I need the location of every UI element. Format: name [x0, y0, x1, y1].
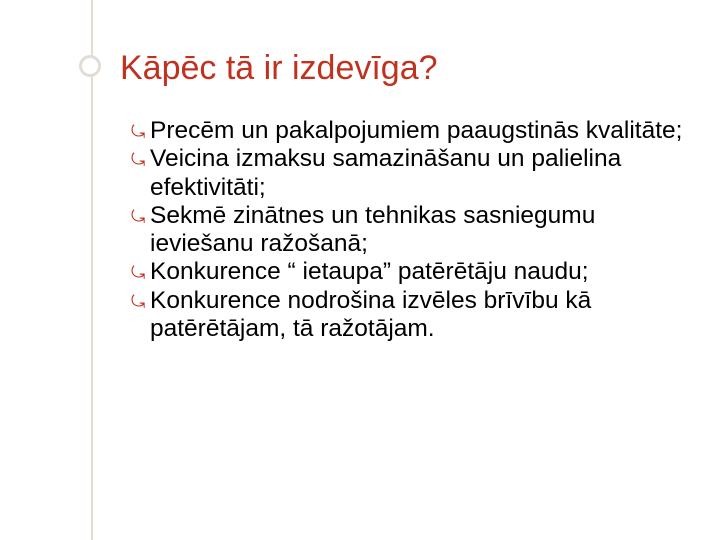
bullet-text: Konkurence “ ietaupa” patērētāju naudu;: [150, 258, 589, 286]
curved-arrow-bullet-icon: ⤿: [131, 122, 146, 141]
curved-arrow-bullet-icon: ⤿: [131, 263, 146, 283]
curved-arrow-bullet-icon: ⤿: [131, 206, 146, 226]
bullet-item: [130, 258, 700, 286]
bullet-item: [130, 145, 700, 202]
curved-arrow-bullet-icon: ⤿: [131, 150, 146, 170]
bullet-text: Sekmē zinātnes un tehnikas sasniegumu ieviešanu ražošanā;: [150, 201, 596, 258]
decorative-vertical-rule: [91, 0, 93, 540]
bullet-item: [130, 287, 700, 344]
curved-arrow-bullet-icon: ⤿: [131, 291, 146, 311]
bullet-item: [130, 202, 700, 259]
bullet-text: Veicina izmaksu samazināšanu un palielina efektivitāti;: [150, 145, 622, 201]
bullet-item: [130, 117, 700, 145]
decorative-ring: [79, 55, 101, 77]
slide-title: Kāpēc tā ir izdevīga?: [120, 49, 438, 87]
bullet-list: [130, 117, 700, 343]
bullet-text: Precēm un pakalpojumiem paaugstinās kvalitāte;: [150, 117, 683, 144]
bullet-text: Konkurence nodrošina izvēles brīvību kā patērētājam, tā ražotājam.: [150, 286, 592, 343]
